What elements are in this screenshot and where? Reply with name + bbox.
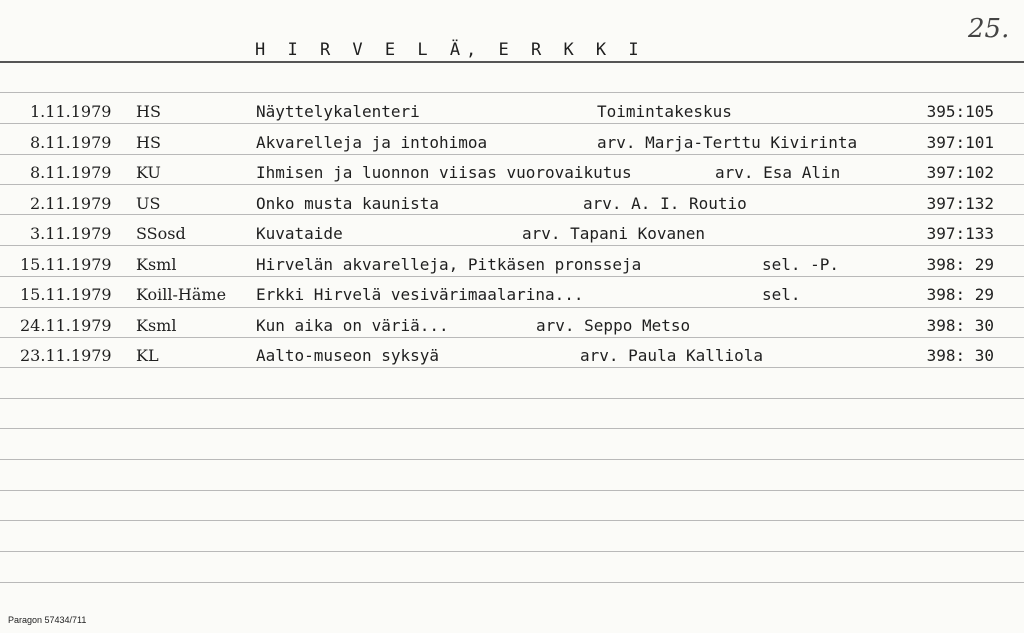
ruled-line xyxy=(0,214,1024,215)
ruled-line xyxy=(0,490,1024,491)
ruled-line xyxy=(0,520,1024,521)
entry-reference: 397:132 xyxy=(926,194,994,213)
entry-author: Toimintakeskus xyxy=(597,102,732,121)
entry-title: Näyttelykalenteri xyxy=(256,102,420,121)
entry-source: SSosd xyxy=(136,224,186,243)
ruled-line xyxy=(0,337,1024,338)
entry-title: Erkki Hirvelä vesivärimaalarina... xyxy=(256,285,584,304)
entry-author: arv. Marja-Terttu Kivirinta xyxy=(597,133,858,152)
entry-reference: 397:133 xyxy=(926,224,994,243)
entry-author: arv. Paula Kalliola xyxy=(580,346,764,365)
ruled-line xyxy=(0,184,1024,185)
entry-date: 15.11.1979 xyxy=(20,285,112,304)
ruled-line xyxy=(0,582,1024,583)
ruled-line xyxy=(0,398,1024,399)
entry-date: 1.11.1979 xyxy=(30,102,112,121)
entry-source: KU xyxy=(136,163,161,182)
entry-author: sel. xyxy=(762,285,801,304)
entry-title: Aalto-museon syksyä xyxy=(256,346,440,365)
entry-date: 8.11.1979 xyxy=(30,133,112,152)
entry-reference: 398: 30 xyxy=(926,316,994,335)
entry-reference: 398: 29 xyxy=(926,285,994,304)
ruled-line xyxy=(0,276,1024,277)
entry-source: Ksml xyxy=(136,255,177,274)
card-title: H I R V E L Ä, E R K K I xyxy=(255,40,645,60)
entry-author: arv. Esa Alin xyxy=(715,163,841,182)
entry-title: Akvarelleja ja intohimoa xyxy=(256,133,488,152)
entry-date: 2.11.1979 xyxy=(30,194,112,213)
card-number: 25. xyxy=(968,14,1010,44)
entry-title: Ihmisen ja luonnon viisas vuorovaikutus xyxy=(256,163,632,182)
entry-author: sel. -P. xyxy=(762,255,840,274)
entry-title: Hirvelän akvarelleja, Pitkäsen pronsseja xyxy=(256,255,642,274)
entry-title: Kun aika on väriä... xyxy=(256,316,449,335)
header-rule xyxy=(0,61,1024,63)
entry-reference: 395:105 xyxy=(926,102,994,121)
entry-reference: 398: 30 xyxy=(926,346,994,365)
printer-mark: Paragon 57434/711 xyxy=(8,615,87,625)
entry-date: 15.11.1979 xyxy=(20,255,112,274)
entry-title: Kuvataide xyxy=(256,224,343,243)
ruled-line xyxy=(0,551,1024,552)
entry-source: US xyxy=(136,194,161,213)
entry-author: arv. Tapani Kovanen xyxy=(522,224,706,243)
entry-reference: 397:102 xyxy=(926,163,994,182)
ruled-line xyxy=(0,154,1024,155)
ruled-line xyxy=(0,123,1024,124)
entry-source: Ksml xyxy=(136,316,177,335)
ruled-line xyxy=(0,428,1024,429)
entry-reference: 398: 29 xyxy=(926,255,994,274)
entry-date: 3.11.1979 xyxy=(30,224,112,243)
entry-author: arv. A. I. Routio xyxy=(583,194,747,213)
entry-author: arv. Seppo Metso xyxy=(536,316,691,335)
entry-date: 23.11.1979 xyxy=(20,346,112,365)
ruled-line xyxy=(0,459,1024,460)
entry-reference: 397:101 xyxy=(926,133,994,152)
entry-source: HS xyxy=(136,102,161,121)
entry-source: KL xyxy=(136,346,159,365)
entry-source: Koill-Häme xyxy=(136,285,227,304)
ruled-line xyxy=(0,92,1024,93)
entry-title: Onko musta kaunista xyxy=(256,194,440,213)
entry-date: 8.11.1979 xyxy=(30,163,112,182)
ruled-line xyxy=(0,367,1024,368)
entry-date: 24.11.1979 xyxy=(20,316,112,335)
ruled-line xyxy=(0,245,1024,246)
entry-source: HS xyxy=(136,133,161,152)
ruled-line xyxy=(0,307,1024,308)
